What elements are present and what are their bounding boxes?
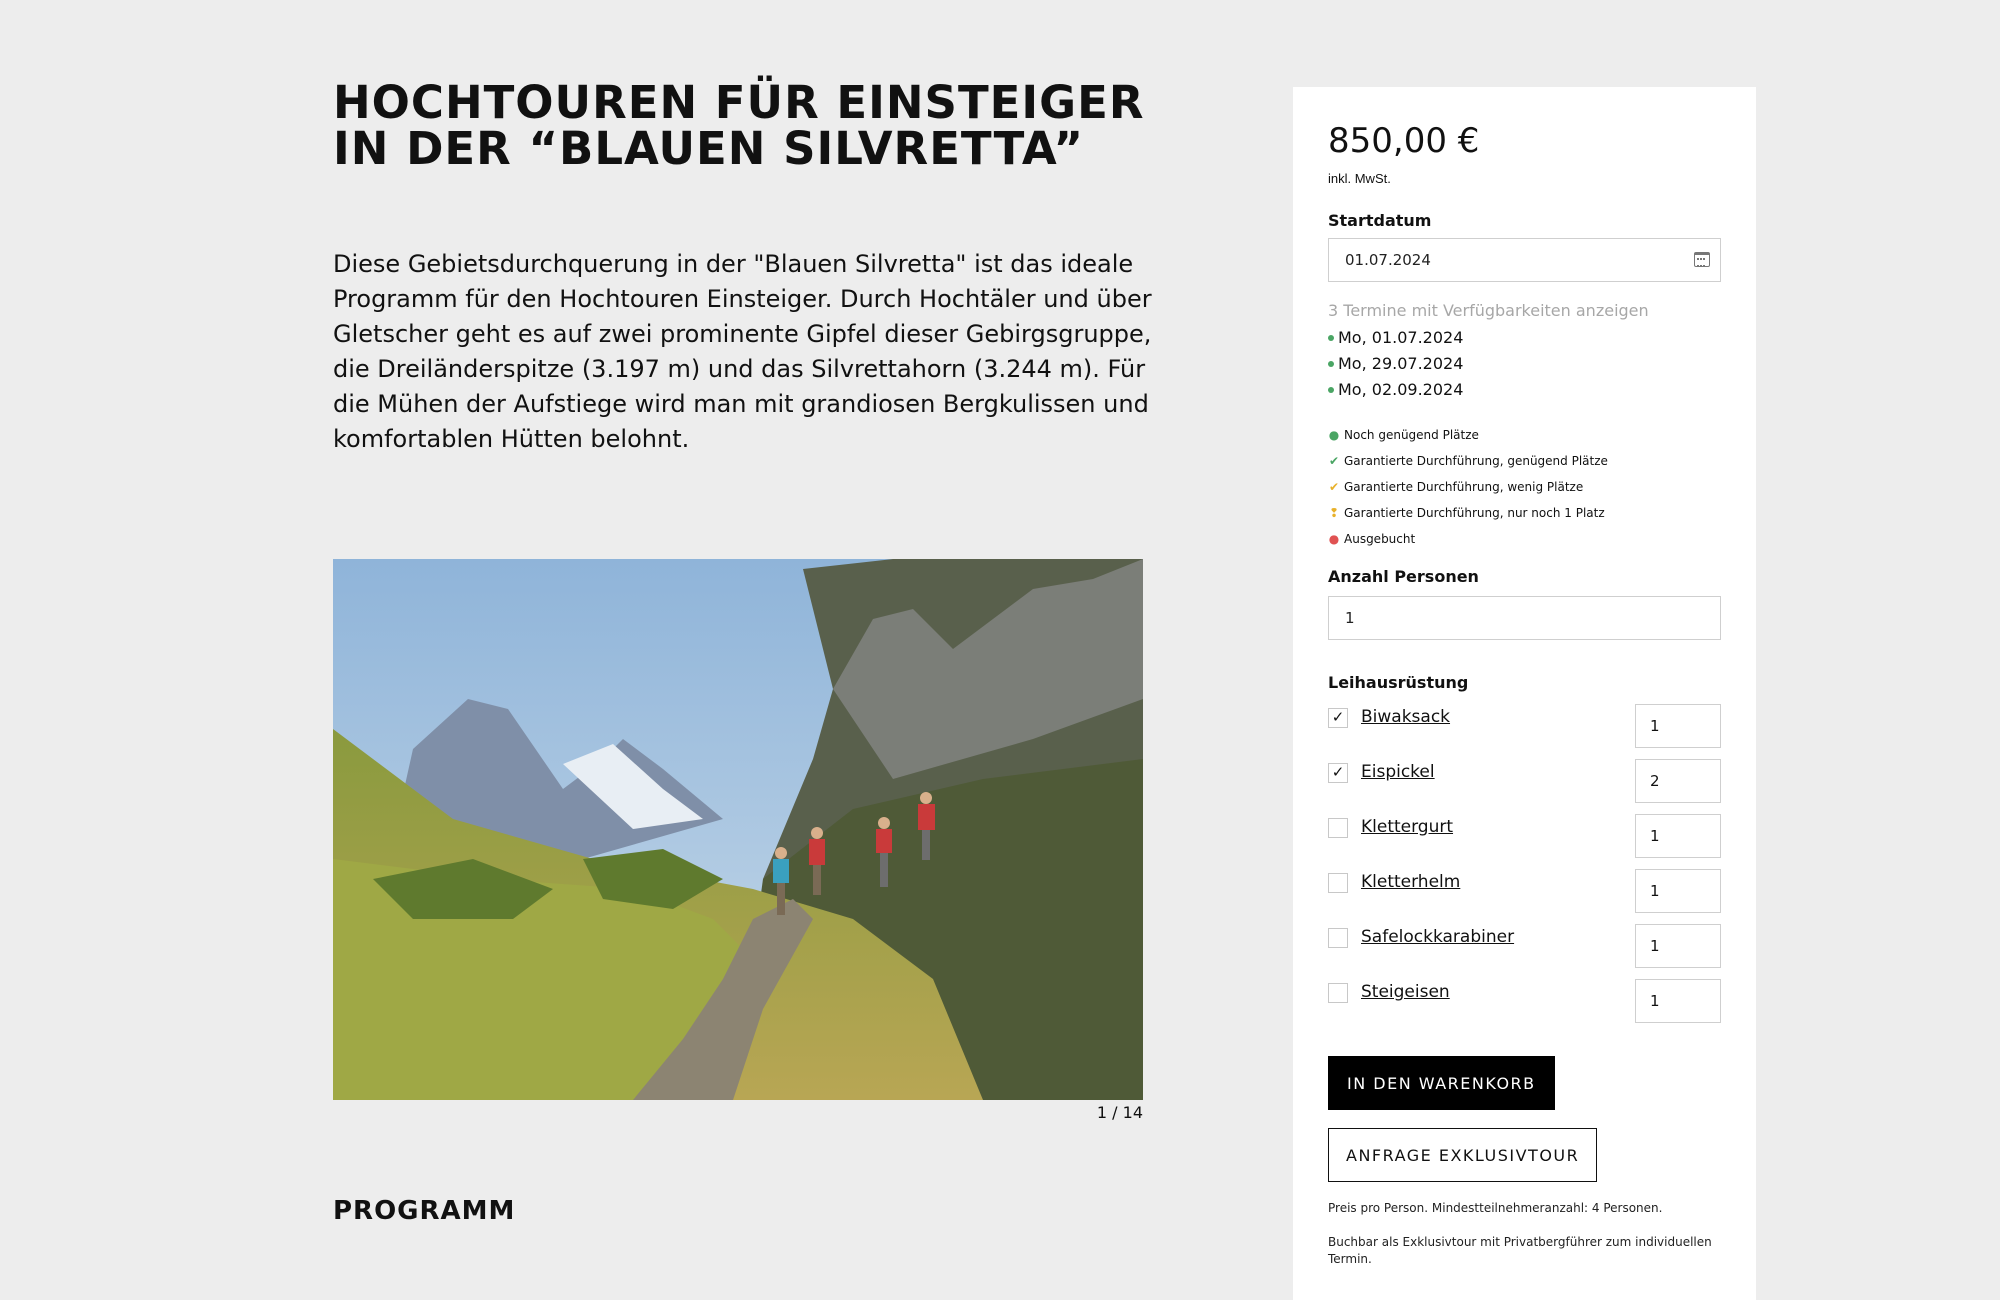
klettergurt-link[interactable]: Klettergurt bbox=[1361, 817, 1454, 837]
legend-item bbox=[1328, 474, 1608, 500]
availability-legend bbox=[1328, 422, 1608, 552]
mountain-hikers-photo bbox=[333, 559, 1143, 1100]
steigeisen-link[interactable]: Steigeisen bbox=[1361, 982, 1450, 1002]
safelockkarabiner-link[interactable]: Safelockkarabiner bbox=[1361, 927, 1515, 947]
legend-item bbox=[1328, 526, 1608, 552]
date-item[interactable] bbox=[1328, 351, 1463, 377]
gear-row-biwaksack bbox=[1328, 704, 1721, 748]
eispickel-qty-input[interactable]: 2 bbox=[1635, 759, 1721, 803]
eispickel-link[interactable]: Eispickel bbox=[1361, 762, 1435, 782]
booking-panel bbox=[1293, 87, 1756, 1300]
start-date-label: Startdatum bbox=[1328, 211, 1432, 230]
eispickel-checkbox[interactable]: ✓ bbox=[1328, 763, 1348, 783]
show-dates-link[interactable]: 3 Termine mit Verfügbarkeiten anzeigen bbox=[1328, 301, 1649, 320]
date-label: Mo, 29.07.2024 bbox=[1338, 354, 1464, 373]
program-heading: PROGRAMM bbox=[333, 1196, 516, 1226]
legend-label: Garantierte Durchführung, nur noch 1 Platz bbox=[1344, 506, 1605, 520]
klettergurt-checkbox[interactable] bbox=[1328, 818, 1348, 838]
gallery-photo[interactable] bbox=[333, 559, 1143, 1100]
availability-dot-icon bbox=[1328, 387, 1334, 393]
legend-label: Garantierte Durchführung, wenig Plätze bbox=[1344, 480, 1584, 494]
gear-row-steigeisen bbox=[1328, 979, 1721, 1023]
safelockkarabiner-qty-input[interactable]: 1 bbox=[1635, 924, 1721, 968]
add-to-cart-button[interactable]: IN DEN WARENKORB bbox=[1328, 1056, 1555, 1110]
gear-row-safelockkarabiner bbox=[1328, 924, 1721, 968]
dot-icon: ● bbox=[1328, 428, 1340, 442]
check-icon: ✔ bbox=[1328, 480, 1340, 494]
dot-icon: ● bbox=[1328, 532, 1340, 546]
tour-description: Diese Gebietsdurchquerung in der "Blauen Silvretta" ist das ideale Programm für den Hochtouren Einsteiger. Durch Hochtäler und über Gletscher geht es auf zwei prominente Gipfel dieser Gebirgsgruppe, die Dreiländerspitze (3.197 m) und das Silvrettahorn (3.244 m). Für die Mühen der Aufstiege wird man mit grandiosen Bergkulissen und komfortablen Hütten belohnt. bbox=[333, 250, 1152, 453]
image-gallery[interactable] bbox=[333, 559, 1143, 1122]
biwaksack-link[interactable]: Biwaksack bbox=[1361, 707, 1451, 727]
start-date-value: 01.07.2024 bbox=[1345, 251, 1431, 269]
gear-row-eispickel bbox=[1328, 759, 1721, 803]
legend-item bbox=[1328, 422, 1608, 448]
date-item[interactable] bbox=[1328, 325, 1463, 351]
exclusive-note: Buchbar als Exklusivtour mit Privatbergführer zum individuellen Termin. bbox=[1328, 1235, 1712, 1266]
persons-input[interactable] bbox=[1328, 596, 1721, 640]
biwaksack-qty-input[interactable]: 1 bbox=[1635, 704, 1721, 748]
kletterhelm-link[interactable]: Kletterhelm bbox=[1361, 872, 1461, 892]
gear-row-kletterhelm bbox=[1328, 869, 1721, 913]
calendar-icon[interactable] bbox=[1694, 252, 1710, 267]
date-label: Mo, 02.09.2024 bbox=[1338, 380, 1464, 399]
gear-row-klettergurt bbox=[1328, 814, 1721, 858]
alert-icon: ❢ bbox=[1328, 506, 1340, 520]
exclusive-tour-request-button[interactable]: ANFRAGE EXKLUSIVTOUR bbox=[1328, 1128, 1597, 1182]
price-note: Preis pro Person. Mindestteilnehmeranzahl: 4 Personen. bbox=[1328, 1201, 1663, 1215]
legend-label: Garantierte Durchführung, genügend Plätze bbox=[1344, 454, 1608, 468]
start-date-input[interactable] bbox=[1328, 238, 1721, 282]
safelockkarabiner-checkbox[interactable] bbox=[1328, 928, 1348, 948]
persons-label: Anzahl Personen bbox=[1328, 567, 1479, 586]
date-label: Mo, 01.07.2024 bbox=[1338, 328, 1464, 347]
price: 850,00 € bbox=[1328, 121, 1480, 161]
persons-value: 1 bbox=[1345, 609, 1355, 627]
klettergurt-qty-input[interactable]: 1 bbox=[1635, 814, 1721, 858]
biwaksack-checkbox[interactable]: ✓ bbox=[1328, 708, 1348, 728]
steigeisen-qty-input[interactable]: 1 bbox=[1635, 979, 1721, 1023]
rental-gear-label: Leihausrüstung bbox=[1328, 673, 1469, 692]
legend-item bbox=[1328, 500, 1608, 526]
kletterhelm-qty-input[interactable]: 1 bbox=[1635, 869, 1721, 913]
check-icon: ✔ bbox=[1328, 454, 1340, 468]
date-list bbox=[1328, 325, 1463, 403]
kletterhelm-checkbox[interactable] bbox=[1328, 873, 1348, 893]
legend-label: Ausgebucht bbox=[1344, 532, 1416, 546]
date-item[interactable] bbox=[1328, 377, 1463, 403]
page-title: HOCHTOUREN FÜR EINSTEIGER IN DER “BLAUEN SILVRETTA” bbox=[333, 76, 1145, 175]
availability-dot-icon bbox=[1328, 361, 1334, 367]
steigeisen-checkbox[interactable] bbox=[1328, 983, 1348, 1003]
legend-label: Noch genügend Plätze bbox=[1344, 428, 1479, 442]
availability-dot-icon bbox=[1328, 335, 1334, 341]
legend-item bbox=[1328, 448, 1608, 474]
tax-note: inkl. MwSt. bbox=[1328, 171, 1391, 186]
gallery-counter: 1 / 14 bbox=[1096, 1103, 1143, 1122]
